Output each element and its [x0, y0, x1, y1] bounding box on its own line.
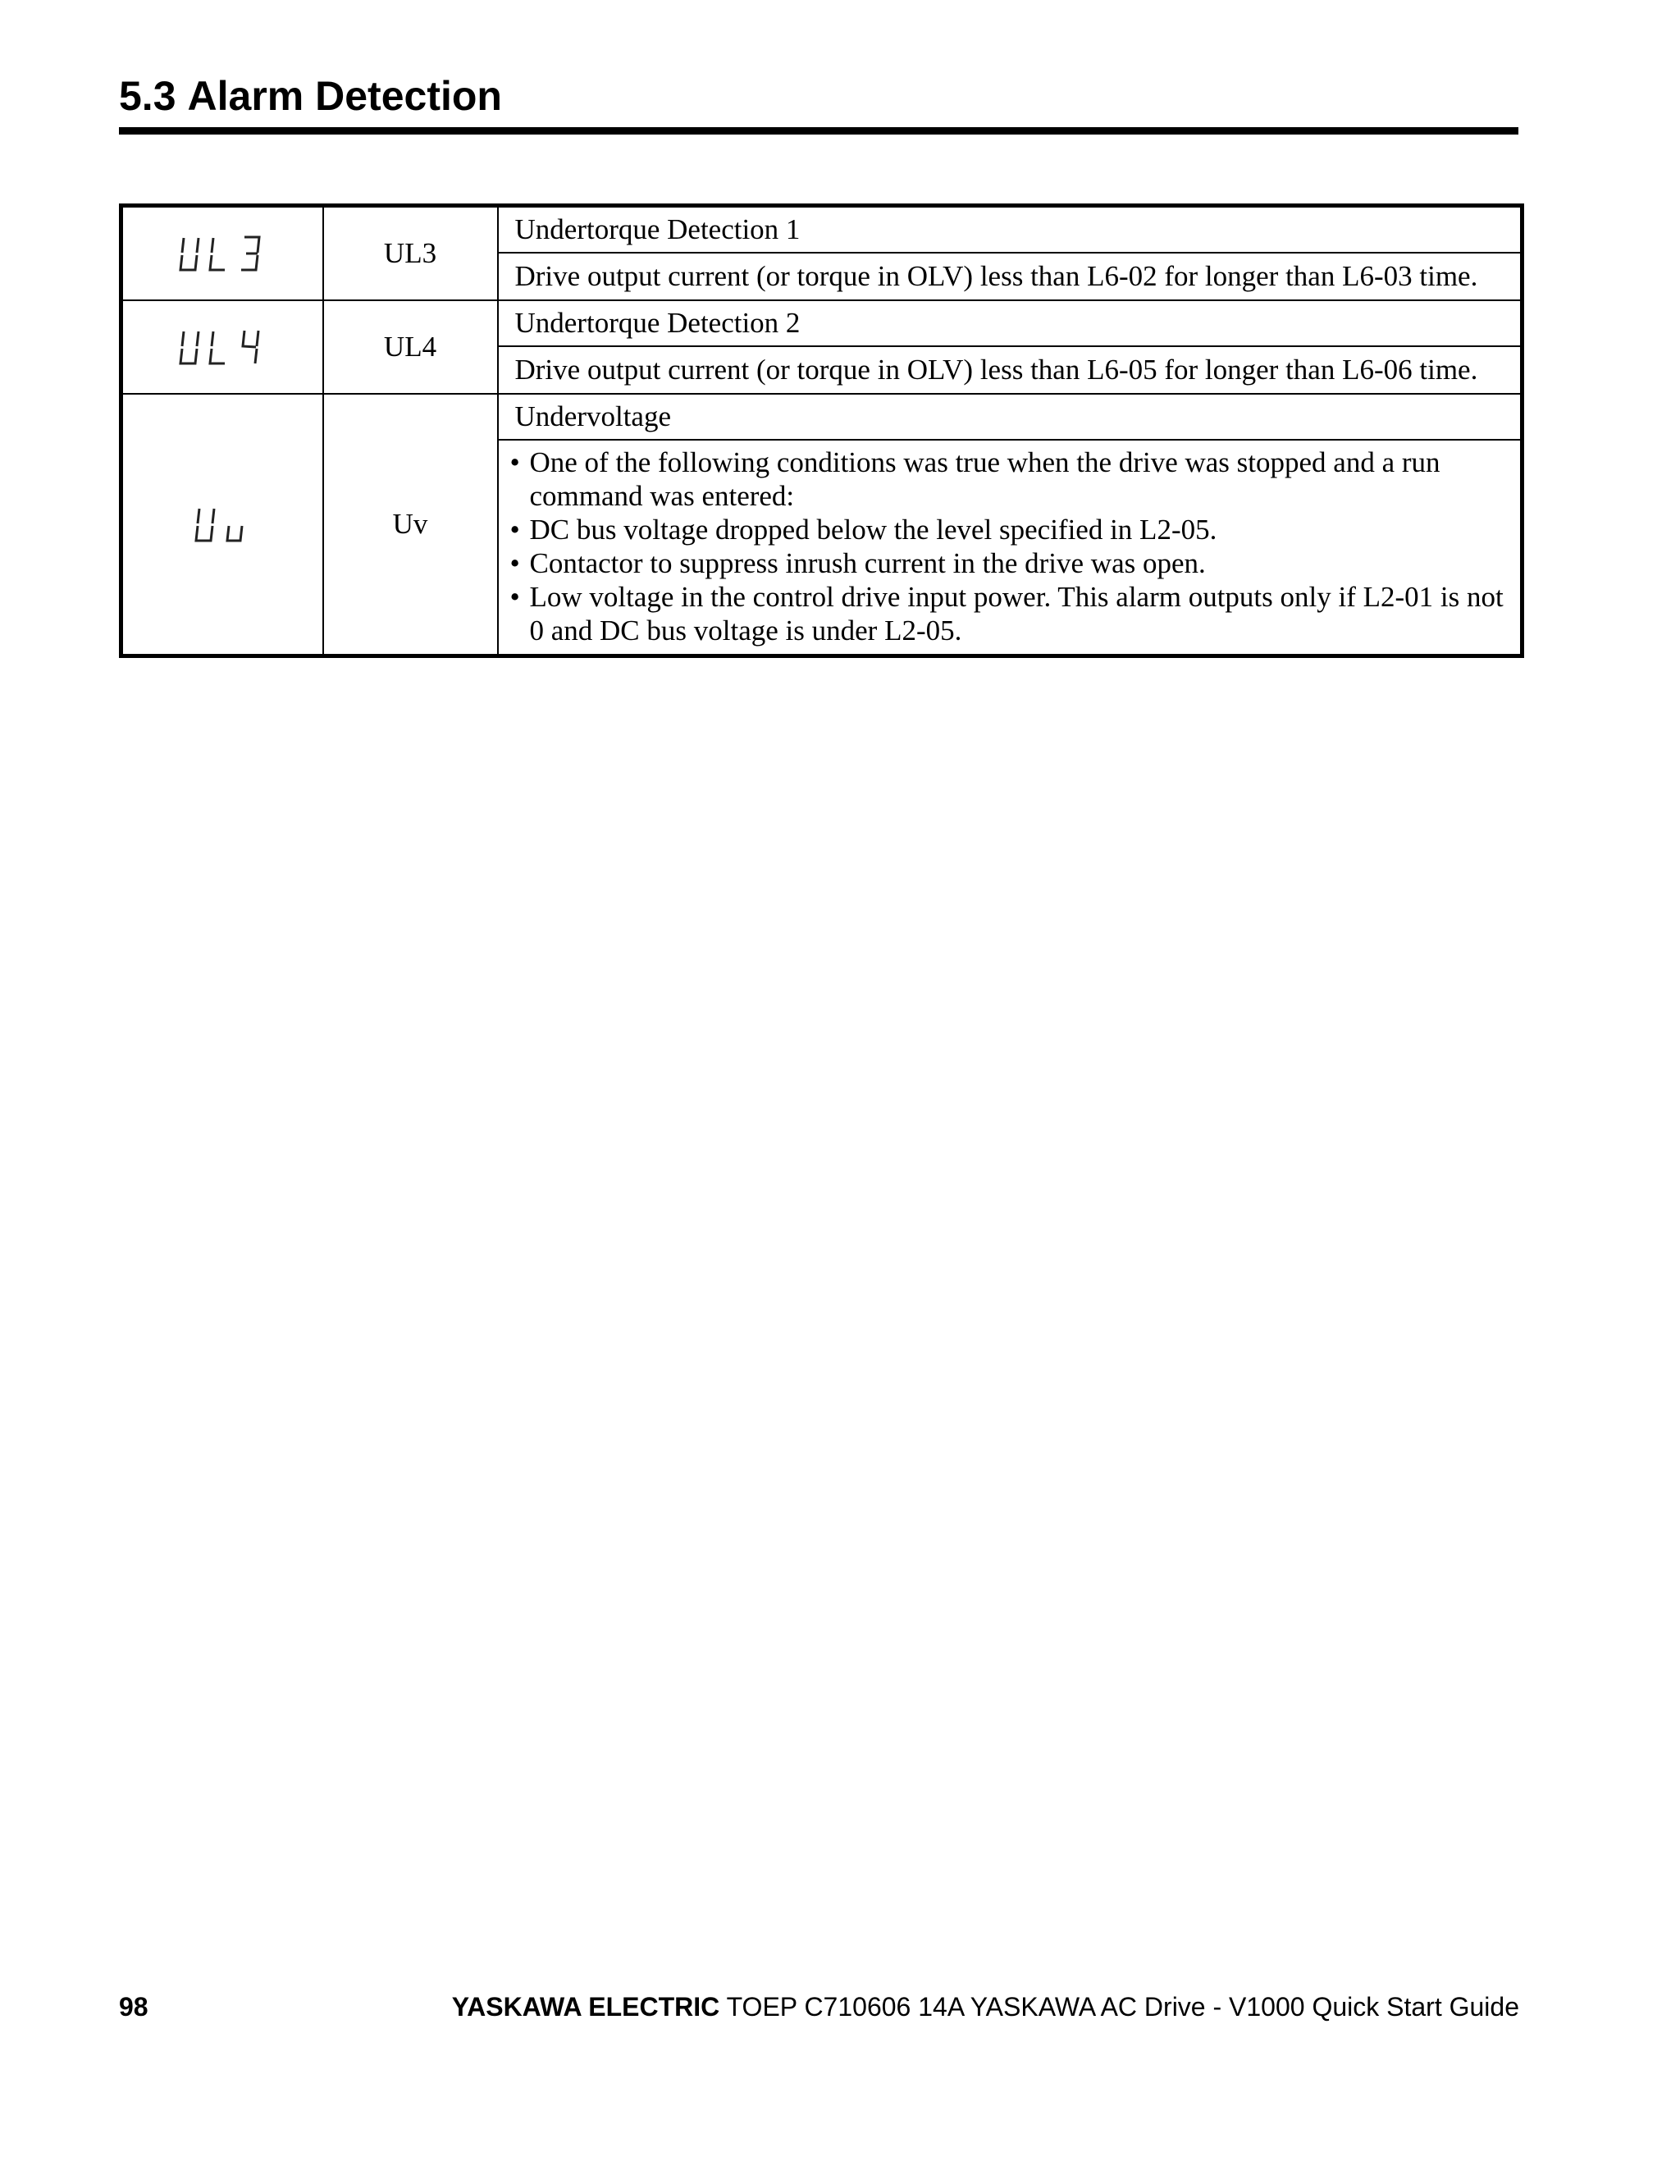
table-row [121, 394, 1522, 440]
list-item: • One of the following conditions was true when the drive was stopped and a run command was entered: [510, 445, 1508, 513]
seven-segment-ul3-icon [177, 233, 267, 274]
alarm-description: Drive output current (or torque in OLV) less than L6-05 for longer than L6-06 time. [498, 346, 1522, 394]
table-row [121, 300, 1522, 346]
heading-rule [119, 127, 1518, 135]
alarm-name: Undervoltage [498, 394, 1522, 440]
alarm-name: Undertorque Detection 2 [498, 300, 1522, 346]
table-row [121, 206, 1522, 254]
page-number: 98 [119, 1992, 148, 2022]
alarm-causes [498, 440, 1522, 656]
cause-list [510, 445, 1508, 647]
footer-doc-title [452, 1992, 1519, 2022]
seven-segment-ul4-icon [177, 327, 267, 368]
alarm-code: UL4 [323, 300, 498, 394]
alarm-code: Uv [323, 394, 498, 656]
footer-title: TOEP C710606 14A YASKAWA AC Drive - V1000 Quick Start Guide [726, 1992, 1519, 2022]
footer-brand: YASKAWA ELECTRIC [451, 1992, 720, 2022]
display-cell [121, 394, 323, 656]
alarm-name: Undertorque Detection 1 [498, 206, 1522, 254]
seven-segment-uv-icon [189, 504, 255, 545]
display-cell [121, 206, 323, 301]
list-item: • Low voltage in the control drive input power. This alarm outputs only if L2-01 is not 0 and DC bus voltage is under L2-05. [510, 580, 1508, 647]
section-number: 5.3 [119, 73, 176, 119]
alarm-description: Drive output current (or torque in OLV) less than L6-02 for longer than L6-03 time. [498, 253, 1522, 300]
section-heading [119, 75, 502, 117]
section-title: Alarm Detection [187, 73, 502, 119]
display-cell [121, 300, 323, 394]
list-item: • DC bus voltage dropped below the level specified in L2-05. [510, 513, 1508, 546]
list-item: • Contactor to suppress inrush current in the drive was open. [510, 546, 1508, 580]
alarm-table [119, 203, 1524, 658]
alarm-code: UL3 [323, 206, 498, 301]
